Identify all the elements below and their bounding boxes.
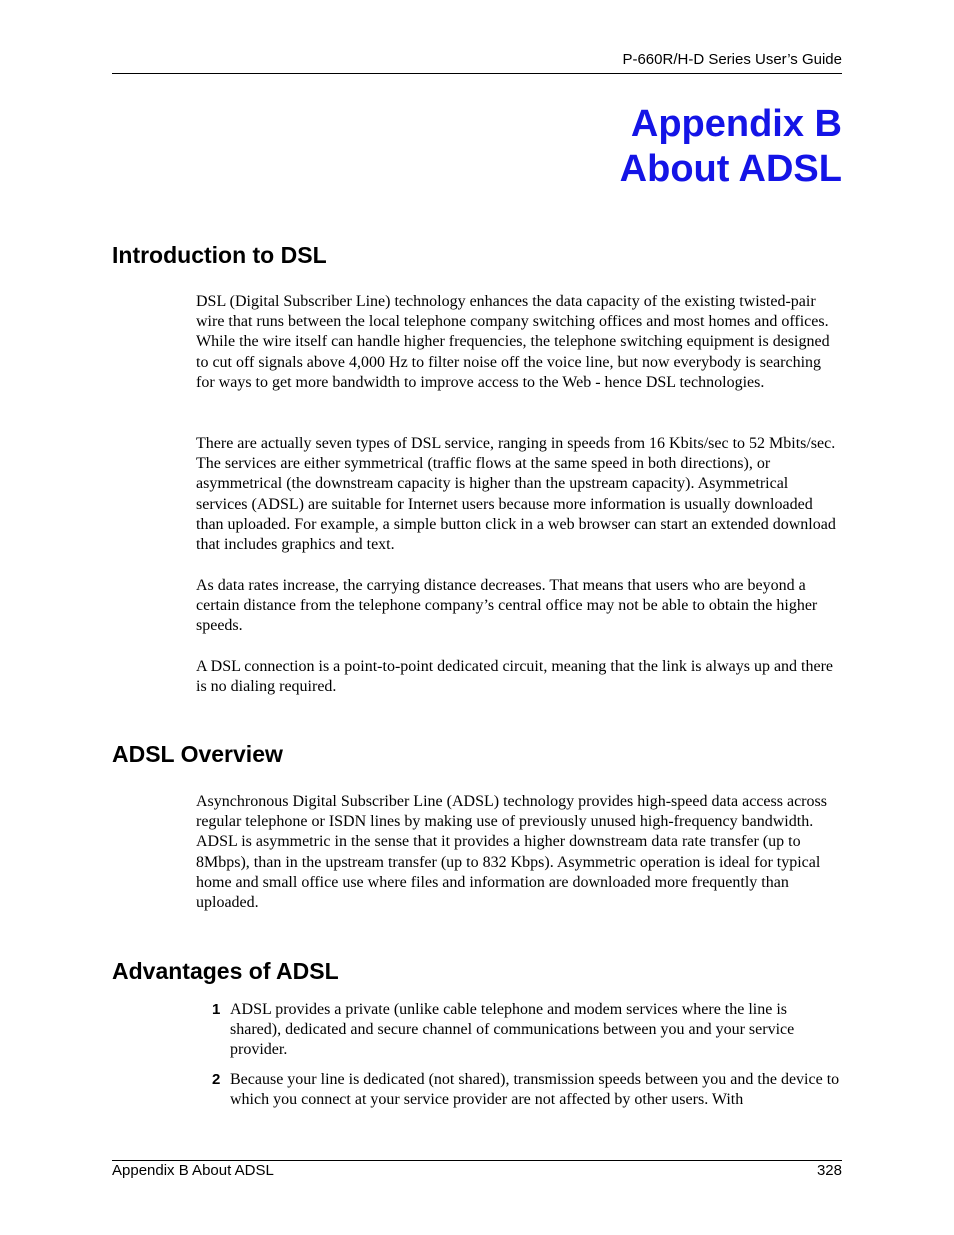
section-heading-advantages: Advantages of ADSL [112,958,339,984]
section-heading-adsl-overview: ADSL Overview [112,741,283,767]
chapter-title-line1: Appendix B [630,103,842,145]
paragraph: There are actually seven types of DSL service, ranging in speeds from 16 Kbits/sec to 52 Mbits/sec. The services are either symmetrical (traffic flows at the same speed in both directions), or asymmetrical (the downstream capacity is higher than the upstream capacity). Asymmetrical services (ADSL) are suitable for Internet users because more information is usually downloaded than uploaded. For example, a simple button click in a web browser can start an extended download that includes graphics and text. [196,435,836,554]
list-item [196,1000,842,1061]
list-number: 1 [212,1001,221,1018]
paragraph: DSL (Digital Subscriber Line) technology enhances the data capacity of the existing twisted-pair wire that runs between the local telephone company switching offices and most homes and offices. While the wire itself can handle higher frequencies, the telephone switching equipment is designed to cut off signals above 4,000 Hz to filter noise off the voice line, but now everybody is searching for ways to get more bandwidth to improve access to the Web - hence DSL technologies. [196,293,830,391]
chapter-title-line2: About ADSL [619,148,842,190]
footer-rule [112,1160,842,1161]
running-header: P-660R/H-D Series User’s Guide [622,51,842,68]
list-item [196,1070,842,1110]
footer-chapter-label: Appendix B About ADSL [112,1162,274,1179]
paragraph: Asynchronous Digital Subscriber Line (ADSL) technology provides high-speed data access across regular telephone or ISDN lines by making use of previously unused high-frequency bandwidth. ADSL is asymmetric in the sense that it provides a higher downstream data rate transfer (up to 8Mbps), than in the upstream transfer (up to 832 Kbps). Asymmetric operation is ideal for typical home and small office use where files and information are downloaded more frequently than uploaded. [196,793,827,912]
list-number: 2 [212,1071,221,1088]
chapter-title [620,102,842,192]
paragraph: A DSL connection is a point-to-point dedicated circuit, meaning that the link is always up and there is no dialing required. [196,658,834,696]
list-text: Because your line is dedicated (not shared), transmission speeds between you and the device to which you connect at your service provider are not affected by other users. With [230,1071,840,1109]
section-heading-introduction: Introduction to DSL [112,242,327,268]
header-rule [112,73,842,74]
paragraph: As data rates increase, the carrying distance decreases. That means that users who are beyond a certain distance from the telephone company’s central office may not be able to obtain the higher speeds. [196,577,818,635]
page-number: 328 [816,1162,842,1179]
list-text: ADSL provides a private (unlike cable telephone and modem services where the line is shared), dedicated and secure channel of communications between you and your service provider. [230,1001,795,1059]
